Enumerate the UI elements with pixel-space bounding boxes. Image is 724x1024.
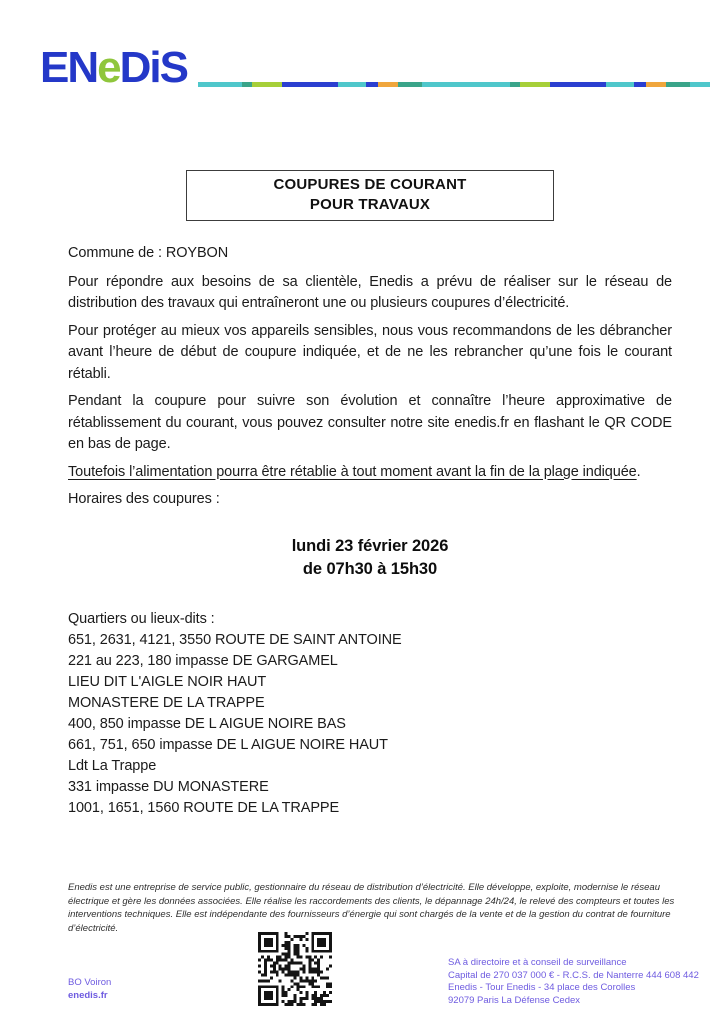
quartier-item: Ldt La Trappe	[68, 757, 157, 774]
notice-underlined-text: Toutefois l’alimentation pourra être rétablie à tout moment avant la fin de la plage indiquée	[68, 463, 637, 480]
company-line: 92079 Paris La Défense Cedex	[448, 994, 581, 1006]
quartier-item: MONASTERE DE LA TRAPPE	[68, 694, 265, 711]
title-box	[186, 170, 554, 221]
quartier-item: 331 impasse DU MONASTERE	[68, 778, 269, 795]
commune-line: Commune de : ROYBON	[68, 245, 229, 261]
logo-text-part2: e	[97, 43, 120, 92]
quartiers-section	[68, 609, 672, 819]
quartier-item: 651, 2631, 4121, 3550 ROUTE DE SAINT ANTOINE	[68, 631, 402, 648]
quartiers-label: Quartiers ou lieux-dits :	[68, 610, 215, 627]
schedule-date: lundi 23 février 2026	[291, 536, 449, 555]
enedis-logo	[40, 43, 187, 92]
quartier-item: 1001, 1651, 1560 ROUTE DE LA TRAPPE	[68, 799, 340, 816]
title-line2: POUR TRAVAUX	[309, 196, 431, 213]
quartier-item: 221 au 223, 180 impasse DE GARGAMEL	[68, 652, 338, 669]
paragraph-2: Pour protéger au mieux vos appareils sensibles, nous vous recommandons de les débrancher avant l’heure de début de coupure indiquée, et de ne les rebrancher qu’une fois le courant rétabli.	[68, 322, 672, 382]
qr-code	[258, 932, 332, 1006]
office-name: BO Voiron	[68, 977, 112, 988]
notice-period: .	[636, 463, 641, 480]
notice-paragraph	[68, 462, 672, 484]
quartier-item: 400, 850 impasse DE L AIGUE NOIRE BAS	[68, 715, 346, 732]
paragraph-3: Pendant la coupure pour suivre son évolution et connaître l’heure approximative de rétablissement du courant, vous pouvez consulter notre site enedis.fr en flashant le QR CODE en bas de page.	[68, 393, 672, 452]
company-line: SA à directoire et à conseil de surveillance	[448, 957, 627, 968]
company-line: Enedis - Tour Enedis - 34 place des Corolles	[448, 982, 636, 993]
quartier-item: 661, 751, 650 impasse DE L AIGUE NOIRE HAUT	[68, 736, 388, 753]
paragraph-1: Pour répondre aux besoins de sa clientèle, Enedis a prévu de réaliser sur le réseau de distribution des travaux qui entraîneront une ou plusieurs coupures d’électricité.	[68, 273, 672, 311]
title-line1: COUPURES DE COURANT	[273, 176, 467, 193]
brand-dashed-line	[198, 82, 710, 87]
legal-text: Enedis est une entreprise de service public, gestionnaire du réseau de distribution d’électricité. Elle développe, exploite, modernise le réseau électrique et gère les données associées. Elle réalise les raccordements des clients, le dépannage 24h/24, le relevé des compteurs et toutes les interventions techniques. Elle est indépendante des fournisseurs d’énergie qui sont chargés de la vente et de la gestion du contrat de fourniture d’électricité.	[68, 882, 675, 934]
schedule-block	[68, 535, 672, 581]
logo-text-part1: EN	[40, 43, 98, 92]
logo-text-part3: DiS	[119, 43, 187, 92]
schedule-time: de 07h30 à 15h30	[302, 559, 438, 578]
quartier-item: LIEU DIT L'AIGLE NOIR HAUT	[68, 673, 267, 690]
company-info-block	[448, 957, 699, 1007]
footer-office-block	[68, 976, 111, 1002]
company-line: Capital de 270 037 000 € - R.C.S. de Nanterre 444 608 442	[448, 969, 699, 981]
website-text: enedis.fr	[68, 990, 108, 1001]
horaires-label: Horaires des coupures :	[68, 491, 220, 507]
document-content	[68, 170, 672, 819]
